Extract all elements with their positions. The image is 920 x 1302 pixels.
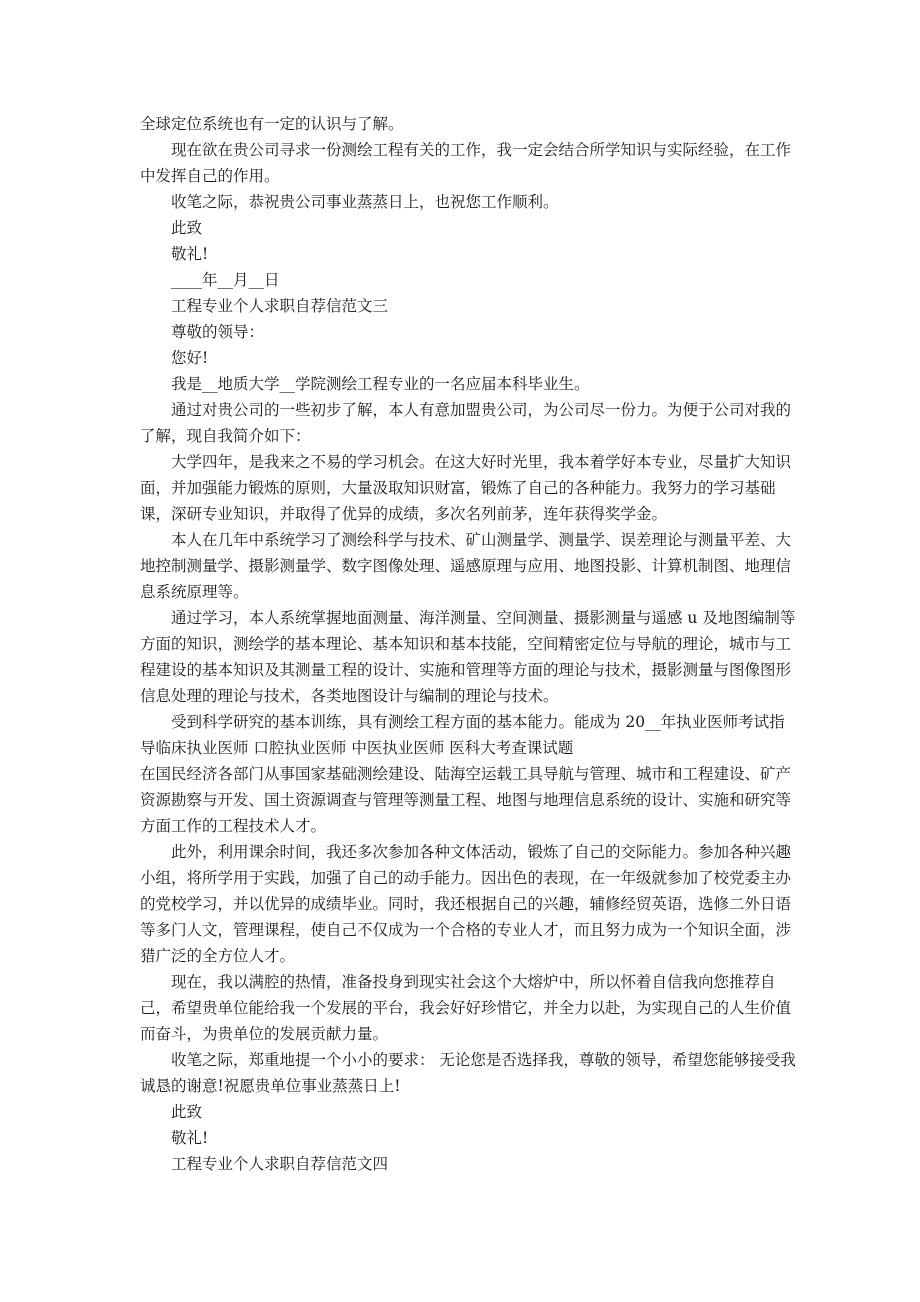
document-body — [140, 111, 800, 1177]
paragraph-courses: 本人在几年中系统学习了测绘科学与技术、矿山测量学、测量学、误差理论与测量平差、大地控制测量学、摄影测量学、数字图像处理、遥感原理与应用、地图投影、计算机制图、地理信息系统原理等。 — [140, 531, 792, 601]
salutation-cizhi: 此致 — [171, 219, 203, 237]
section-title-4: 工程专业个人求职自荐信范文四 — [171, 1155, 389, 1173]
paragraph-recommend: 现在，我以满腔的热情，准备投身到现实社会这个大熔炉中，所以怀着自信我向您推荐自己，希望贵单位能给我一个发展的平台，我会好好珍惜它，并全力以赴，为实现自己的人生价值而奋斗，为贵单位的发展贡献力量。 — [140, 973, 792, 1043]
paragraph-university: 大学四年，是我来之不易的学习机会。在这大好时光里，我本着学好本专业，尽量扩大知识面，并加强能力锻炼的原则，大量汲取知识财富，锻炼了自己的各种能力。我努力的学习基础课，深研专业知识，并取得了优异的成绩，多次名列前茅，连年获得奖学金。 — [140, 453, 792, 523]
paragraph-closing-wish: 收笔之际，恭祝贵公司事业蒸蒸日上，也祝您工作顺利。 — [171, 193, 559, 211]
paragraph-request: 收笔之际，郑重地提一个小小的要求： 无论您是否选择我，尊敬的领导，希望您能够接受我诚恳的谢意!祝愿贵单位事业蒸蒸日上! — [140, 1051, 796, 1095]
paragraph-career: 在国民经济各部门从事国家基础测绘建设、陆海空运载工具导航与管理、城市和工程建设、矿产资源勘察与开发、国土资源调查与管理等测量工程、地图与地理信息系统的设计、实施和研究等方面工作的工程技术人才。 — [140, 765, 792, 835]
paragraph-knowledge: 通过学习，本人系统掌握地面测量、海洋测量、空间测量、摄影测量与遥感 u 及地图编制等方面的知识，测绘学的基本理论、基本知识和基本技能，空间精密定位与导航的理论，城市与工程建设的基本知识及其测量工程的设计、实施和管理等方面的理论与技术，摄影测量与图像图形信息处理的理论与技术，各类地图设计与编制的理论与技术。 — [140, 609, 796, 705]
salutation-jingli-2: 敬礼! — [171, 1129, 209, 1147]
paragraph-training: 受到科学研究的基本训练，具有测绘工程方面的基本能力。能成为 20__年执业医师考试指导临床执业医师 口腔执业医师 中医执业医师 医科大考查课试题 — [140, 713, 785, 757]
paragraph-intro: 我是__地质大学__学院测绘工程专业的一名应届本科毕业生。 — [171, 375, 590, 393]
salutation-cizhi-2: 此致 — [171, 1103, 203, 1121]
section-title-3: 工程专业个人求职自荐信范文三 — [171, 297, 389, 315]
paragraph-purpose: 通过对贵公司的一些初步了解，本人有意加盟贵公司，为公司尽一份力。为便于公司对我的了解，现自我简介如下： — [140, 401, 792, 445]
paragraph-job-intent: 现在欲在贵公司寻求一份测绘工程有关的工作，我一定会结合所学知识与实际经验，在工作中发挥自己的作用。 — [140, 141, 792, 185]
salutation-jingli: 敬礼! — [171, 245, 209, 263]
paragraph-activities: 此外，利用课余时间，我还多次参加各种文体活动，锻炼了自己的交际能力。参加各种兴趣小组，将所学用于实践，加强了自己的动手能力。因出色的表现，在一年级就参加了校党委主办的党校学习，并以优异的成绩毕业。同时，我还根据自己的兴趣，辅修经贸英语，选修二外日语等多门人文，管理课程，使自己不仅成为一个合格的专业人才，而且努力成为一个知识全面，涉猎广泛的全方位人才。 — [140, 843, 792, 965]
paragraph-continuation: 全球定位系统也有一定的认识与了解。 — [140, 115, 404, 133]
date-line: ____年__月__日 — [171, 271, 280, 289]
greeting-leader: 尊敬的领导： — [171, 323, 265, 341]
greeting-hello: 您好! — [171, 349, 209, 367]
